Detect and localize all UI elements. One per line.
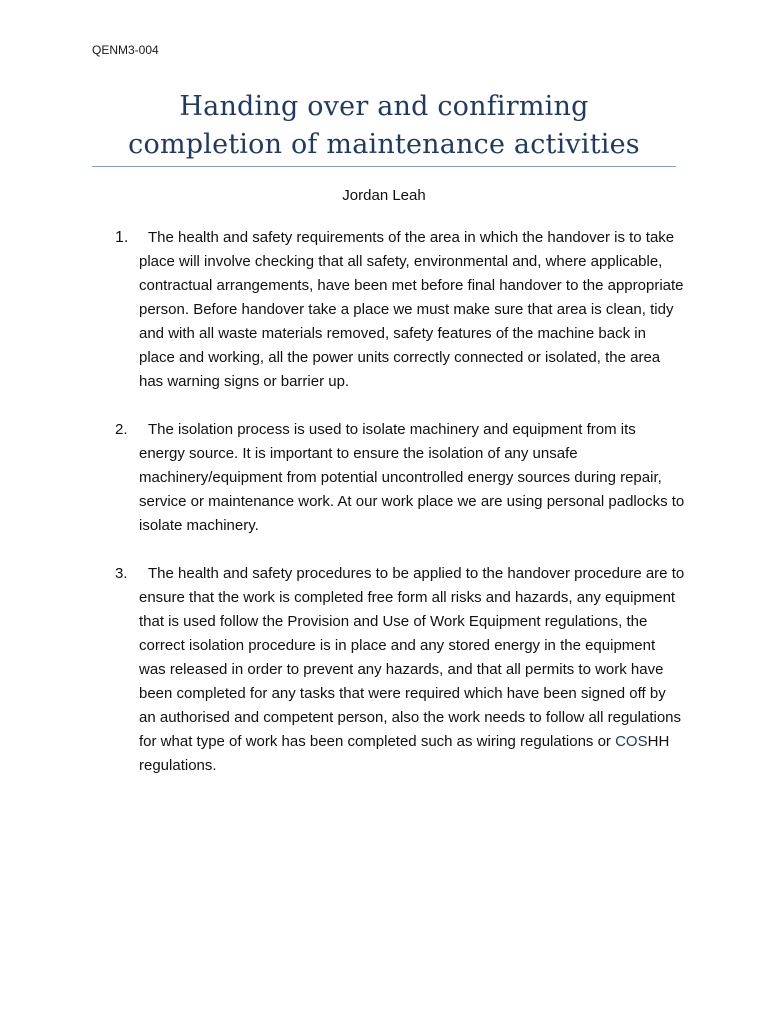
numbered-list — [115, 226, 685, 778]
list-item — [115, 562, 685, 778]
list-item — [115, 226, 685, 394]
author-name: Jordan Leah — [342, 187, 426, 204]
title-line-2: completion of maintenance activities — [128, 129, 640, 160]
list-item-number: 2. — [115, 421, 128, 438]
document-code: QENM3-004 — [92, 43, 159, 57]
list-item-text: The health and safety requirements of the area in which the handover is to take place will involve checking that all safety, environmental and, where applicable, contractual arrangements, have been met before final handover to the appropriate person. Before handover take a place we must make sure that area is clean, tidy and with all waste materials removed, safety features of the machine back in place and working, all the power units correctly connected or isolated, the area has warning signs or barrier up. — [139, 229, 684, 390]
title-line-1: Handing over and confirming — [179, 91, 589, 122]
list-item-number: 1. — [115, 229, 129, 246]
list-item-text-part: HH regulations. — [139, 733, 670, 774]
list-item-text — [139, 562, 685, 778]
list-item-text-part: The health and safety procedures to be applied to the handover procedure are to ensure that the work is completed free form all risks and hazards, any equipment that is used follow the Provision and Use of Work Equipment regulations, the correct isolation procedure is in place and any stored energy in the equipment was released in order to prevent any hazards, and that all permits to work have been completed for any tasks that were required which have been signed off by an authorised and competent person, also the work needs to follow all regulations for what type of work has been completed such as wiring regulations or — [139, 565, 685, 750]
list-item-number: 3. — [115, 565, 128, 582]
list-item-text-highlight: COS — [615, 733, 648, 750]
page-title — [92, 88, 676, 164]
list-item — [115, 418, 685, 538]
title-divider — [92, 166, 676, 167]
list-item-text: The isolation process is used to isolate machinery and equipment from its energy source. It is important to ensure the isolation of any unsafe machinery/equipment from potential uncontrolled energy sources during repair, service or maintenance work. At our work place we are using personal padlocks to isolate machinery. — [139, 421, 685, 534]
